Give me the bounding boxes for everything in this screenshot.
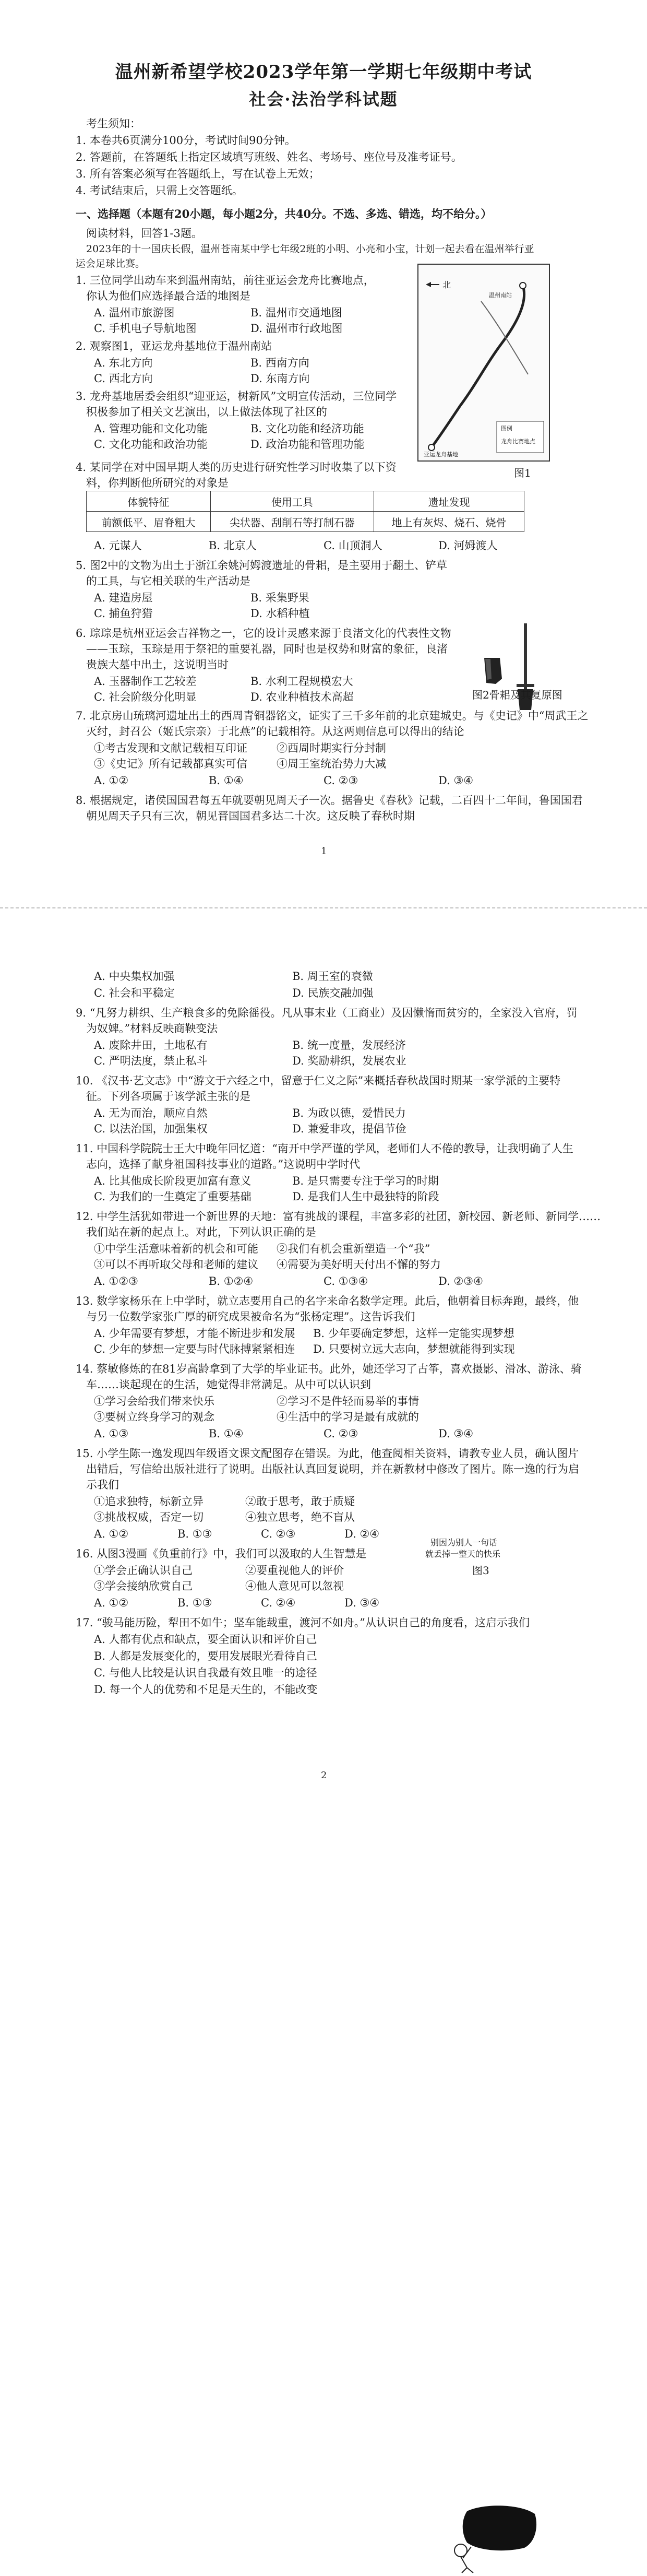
table-cell: 地上有灰烬、烧石、烧骨: [374, 512, 524, 532]
notice-item: 3. 所有答案必须写在答题纸上，写在试卷上无效；: [76, 168, 320, 180]
question-11-stem: 志向，选择了献身祖国科技事业的道路。”这说明中学时代: [86, 1158, 361, 1171]
question-11-option-b: B. 是只需要专注于学习的时期: [292, 1175, 439, 1187]
page-separator: [0, 907, 647, 908]
cartoon-text: 就丢掉一整天的快乐: [425, 1549, 501, 1559]
material-text: 运会足球比赛。: [76, 258, 146, 269]
question-7-option-d: D. ③④: [438, 774, 474, 787]
question-1-option-b: B. 温州市交通地图: [250, 306, 342, 319]
figure-2-caption: 图2骨耜及其复原图: [472, 689, 562, 701]
question-9-option-a: A. 废除井田，土地私有: [94, 1039, 208, 1051]
question-15-stem: 出错后，写信给出版社进行了说明。出版社认真回复说明，并在新教材中修改了图片。陈一逸的行为启: [86, 1463, 579, 1475]
table-header: 体貌特征: [87, 491, 211, 512]
figure-3-cartoon: [446, 2501, 540, 2574]
question-11-option-a: A. 比其他成长阶段更加富有意义: [94, 1175, 251, 1187]
question-17-option-d: D. 每一个人的优势和不足是天生的，不能改变: [94, 1683, 318, 1696]
question-4-table: [86, 491, 524, 532]
question-14-stem: 14. 蔡敏修炼的在81岁高龄拿到了大学的毕业证书。此外，她还学习了古筝，喜欢摄影、滑冰、游泳、骑: [76, 1363, 582, 1375]
question-10-option-c: C. 以法治国，加强集权: [94, 1122, 208, 1135]
question-6-option-b: B. 水利工程规模宏大: [250, 675, 353, 688]
question-16-item: ①学会正确认识自己: [94, 1564, 193, 1577]
question-10-option-a: A. 无为而治，顺应自然: [94, 1107, 208, 1119]
question-7-stem: 7. 北京房山琉璃河遗址出土的西周青铜器铭文，证实了三千多年前的北京建城史。与《史记》中“周武王之: [76, 710, 589, 722]
question-6-stem: 6. 琮琮是杭州亚运会吉祥物之一，它的设计灵感来源于良渚文化的代表性文物: [76, 627, 451, 640]
question-7-option-c: C. ②③: [324, 774, 358, 787]
question-3-option-b: B. 文化功能和经济功能: [250, 422, 364, 435]
question-13-option-a: A. 少年需要有梦想，才能不断进步和发展: [94, 1327, 295, 1340]
question-14-item: ②学习不是件轻而易举的事情: [277, 1395, 419, 1408]
question-15-item: ③挑战权威，否定一切: [94, 1511, 203, 1523]
question-2-option-c: C. 西北方向: [94, 372, 153, 385]
material-text: 2023年的十一国庆长假，温州苍南某中学七年级2班的小明、小亮和小宝，计划一起去看在温州举行亚: [86, 243, 534, 255]
table-cell: 尖状器、刮削石等打制石器: [210, 512, 374, 532]
question-7-item: ①考古发现和文献记载相互印证: [94, 742, 247, 754]
section-heading: 一、选择题（本题有20小题，每小题2分，共40分。不选、多选、错选，均不给分。）: [76, 207, 492, 220]
question-10-stem: 10. 《汉书·艺文志》中“游文于六经之中，留意于仁义之际”来概括春秋战国时期某一家学派的主要特: [76, 1074, 561, 1087]
question-10-option-d: D. 兼爱非攻，提倡节俭: [292, 1122, 406, 1135]
question-8-option-a: A. 中央集权加强: [94, 970, 175, 983]
question-14-stem: 车……谈起现在的生活，她觉得非常满足。从中可以认识到: [86, 1378, 371, 1391]
question-12-stem: 我们站在新的起点上。对此，下列认识正确的是: [86, 1226, 316, 1238]
map-label: 亚运龙舟基地: [424, 451, 458, 458]
reading-instruction: 阅读材料，回答1-3题。: [86, 227, 202, 240]
question-12-option-b: B. ①②④: [209, 1275, 254, 1287]
question-12-option-a: A. ①②③: [94, 1275, 138, 1287]
figure-3-caption: 图3: [472, 1564, 489, 1577]
question-12-item: ②我们有机会重新塑造一个“我”: [277, 1243, 430, 1255]
figure-1-map: [417, 264, 550, 462]
question-17-option-b: B. 人都是发展变化的，要用发展眼光看待自己: [94, 1650, 317, 1662]
question-15-option-a: A. ①②: [94, 1528, 129, 1540]
question-3-option-a: A. 管理功能和文化功能: [94, 422, 208, 435]
question-6-option-c: C. 社会阶级分化明显: [94, 691, 197, 703]
question-8-option-b: B. 周王室的衰微: [292, 970, 373, 983]
question-7-stem: 灭纣，封召公（姬氏宗亲）于北燕”的记载相符。从这两则信息可以得出的结论: [86, 725, 464, 738]
question-1-option-a: A. 温州市旅游图: [94, 306, 175, 319]
question-16-item: ④他人意见可以忽视: [245, 1580, 344, 1592]
notice-item: 4. 考试结束后，只需上交答题纸。: [76, 184, 243, 197]
figure-1-caption: 图1: [514, 467, 531, 479]
question-15-item: ①追求独特，标新立异: [94, 1495, 203, 1508]
exam-page-2: [0, 914, 647, 1833]
question-13-stem: 13. 数学家杨乐在上中学时，就立志要用自己的名字来命名数学定理。此后，他朝着目标奔跑，最终，他: [76, 1295, 579, 1307]
page-number: 2: [321, 1770, 327, 1781]
question-15-stem: 15. 小学生陈一逸发现四年级语文课文配图存在错误。为此，他查阅相关资料，请教专业人员，确认图片: [76, 1447, 579, 1460]
question-17-option-c: C. 与他人比较是认识自我最有效且唯一的途径: [94, 1667, 317, 1679]
question-14-option-d: D. ③④: [438, 1427, 474, 1440]
question-7-item: ②西周时期实行分封制: [277, 742, 386, 754]
question-5-option-d: D. 水稻种植: [250, 607, 310, 620]
question-9-stem: 9. “凡努力耕织、生产粮食多的免除徭役。凡从事末业（工商业）及因懒惰而贫穷的，全家没入官府，罚: [76, 1007, 578, 1019]
question-6-stem: 贵族大墓中出土，这说明当时: [86, 658, 229, 671]
question-12-stem: 12. 中学生活犹如带进一个新世界的天地：富有挑战的课程，丰富多彩的社团，新校园、新老师、新同学……: [76, 1210, 601, 1223]
question-11-option-d: D. 是我们人生中最独特的阶段: [292, 1190, 439, 1203]
question-5-option-b: B. 采集野果: [250, 592, 309, 604]
page-number: 1: [321, 846, 327, 857]
question-6-option-d: D. 农业种植技术高超: [250, 691, 354, 703]
question-6-stem: ——玉琮，玉琮是用于祭祀的重要礼器，同时也是权势和财富的象征，良渚: [86, 643, 448, 655]
question-16-option-b: B. ①③: [177, 1597, 212, 1609]
question-4-option-a: A. 元谋人: [94, 539, 142, 552]
question-1-option-c: C. 手机电子导航地图: [94, 322, 197, 335]
question-16-option-a: A. ①②: [94, 1597, 129, 1609]
question-14-option-b: B. ①④: [209, 1427, 244, 1440]
question-1-stem: 你认为他们应选择最合适的地图是: [86, 290, 250, 302]
question-10-option-b: B. 为政以德，爱惜民力: [292, 1107, 406, 1119]
question-9-option-d: D. 奖励耕织，发展农业: [292, 1055, 406, 1067]
question-11-option-c: C. 为我们的一生奠定了重要基础: [94, 1190, 251, 1203]
question-3-option-d: D. 政治功能和管理功能: [250, 438, 365, 451]
question-3-stem: 3. 龙舟基地居委会组织“迎亚运，树新风”文明宣传活动，三位同学: [76, 390, 397, 403]
north-arrow-label: 北: [442, 280, 451, 290]
question-7-item: ④周王室统治势力大减: [277, 758, 386, 770]
question-14-item: ④生活中的学习是最有成就的: [277, 1411, 419, 1423]
question-15-stem: 示我们: [86, 1479, 119, 1491]
question-5-option-c: C. 捕鱼狩猎: [94, 607, 153, 620]
route-map-drawing: [418, 265, 549, 460]
question-6-option-a: A. 玉器制作工艺较差: [94, 675, 197, 688]
question-5-stem: 5. 图2中的文物为出土于浙江余姚河姆渡遗址的骨耜，是主要用于翻土、铲草: [76, 559, 448, 572]
question-9-option-c: C. 严明法度，禁止私斗: [94, 1055, 208, 1067]
question-14-option-c: C. ②③: [324, 1427, 358, 1440]
question-10-stem: 征。下列各项属于该学派主张的是: [86, 1090, 250, 1103]
question-8-option-c: C. 社会和平稳定: [94, 987, 175, 999]
question-1-option-d: D. 温州市行政地图: [250, 322, 343, 335]
question-8-stem: 8. 根据规定，诸侯国国君每五年就要朝见周天子一次。据鲁史《春秋》记载，二百四十二年间，鲁国国君: [76, 794, 583, 807]
question-7-item: ③《史记》所有记载都真实可信: [94, 758, 247, 770]
question-12-item: ①中学生活意味着新的机会和可能: [94, 1243, 258, 1255]
question-7-option-b: B. ①④: [209, 774, 244, 787]
question-4-stem: 4. 某同学在对中国早期人类的历史进行研究性学习时收集了以下资: [76, 461, 397, 474]
map-legend-title: 图例: [501, 425, 512, 432]
question-16-item: ③学会接纳欣赏自己: [94, 1580, 193, 1592]
question-17-stem: 17. “骏马能历险，犁田不如牛；坚车能载重，渡河不如舟。”从认识自己的角度看，这启示我们: [76, 1616, 530, 1629]
question-7-option-a: A. ①②: [94, 774, 129, 787]
exam-title: 温州新希望学校2023学年第一学期七年级期中考试: [115, 62, 532, 82]
question-1-stem: 1. 三位同学出动车来到温州南站，前往亚运会龙舟比赛地点，: [76, 274, 375, 287]
question-16-option-d: D. ③④: [344, 1597, 380, 1609]
question-8-option-d: D. 民族交融加强: [292, 987, 374, 999]
map-label: 温州南站: [489, 292, 512, 299]
question-17-option-a: A. 人都有优点和缺点，要全面认识和评价自己: [94, 1633, 317, 1646]
question-13-stem: 与另一位数学家张广厚的研究成果被命名为“张杨定理”。这告诉我们: [86, 1310, 415, 1323]
question-8-stem: 朝见周天子只有三次，朝见晋国国君多达二十次。这反映了春秋时期: [86, 810, 415, 822]
question-13-option-c: C. 少年的梦想一定要与时代脉搏紧紧相连: [94, 1343, 295, 1355]
question-3-stem: 积极参加了相关文艺演出，以上做法体现了社区的: [86, 406, 327, 418]
question-13-option-d: D. 只要树立远大志向，梦想就能得到实现: [313, 1343, 515, 1355]
exam-page-1: [0, 0, 647, 903]
notice-item: 2. 答题前，在答题纸上指定区域填写班级、姓名、考场号、座位号及准考证号。: [76, 151, 462, 163]
question-15-option-b: B. ①③: [177, 1528, 212, 1540]
question-11-stem: 11. 中国科学院院士王大中晚年回忆道：“南开中学严谨的学风，老师们人不倦的教导，让我明确了人生: [76, 1142, 573, 1155]
station-marker-icon: [520, 282, 526, 289]
map-legend-item: 龙舟比赛地点: [501, 438, 535, 445]
question-12-item: ④需要为美好明天付出不懈的努力: [277, 1258, 441, 1271]
table-cell: 前额低平、眉脊粗大: [87, 512, 211, 532]
question-16-item: ②要重视他人的评价: [245, 1564, 344, 1577]
question-5-stem: 的工具，与它相关联的生产活动是: [86, 575, 250, 587]
question-15-item: ②敢于思考，敢于质疑: [245, 1495, 355, 1508]
table-header: 使用工具: [210, 491, 374, 512]
question-15-option-c: C. ②③: [261, 1528, 296, 1540]
question-4-stem: 料，你判断他所研究的对象是: [86, 477, 229, 489]
question-2-option-d: D. 东南方向: [250, 372, 310, 385]
question-2-option-b: B. 西南方向: [250, 357, 309, 369]
question-3-option-c: C. 文化功能和政治功能: [94, 438, 208, 451]
notice-item: 1. 本卷共6页满分100分，考试时间90分钟。: [76, 134, 296, 147]
question-12-option-d: D. ②③④: [438, 1275, 483, 1287]
question-5-option-a: A. 建造房屋: [94, 592, 153, 604]
question-16-option-c: C. ②④: [261, 1597, 296, 1609]
question-2-option-a: A. 东北方向: [94, 357, 153, 369]
question-12-option-c: C. ①③④: [324, 1275, 368, 1287]
notice-heading: 考生须知：: [86, 117, 141, 130]
question-14-item: ①学习会给我们带来快乐: [94, 1395, 214, 1408]
cartoon-drawing: [446, 2501, 540, 2574]
question-4-option-c: C. 山顶洞人: [324, 539, 382, 552]
question-14-item: ③要树立终身学习的观念: [94, 1411, 214, 1423]
question-4-option-d: D. 河姆渡人: [438, 539, 498, 552]
question-14-option-a: A. ①③: [94, 1427, 129, 1440]
exam-subtitle: 社会·法治学科试题: [249, 89, 398, 109]
question-15-option-d: D. ②④: [344, 1528, 380, 1540]
table-header: 遗址发现: [374, 491, 524, 512]
question-4-option-b: B. 北京人: [209, 539, 257, 552]
question-12-item: ③可以不再听取父母和老师的建议: [94, 1258, 258, 1271]
question-13-option-b: B. 少年要确定梦想，这样一定能实现梦想: [313, 1327, 514, 1340]
question-9-option-b: B. 统一度量，发展经济: [292, 1039, 406, 1051]
question-16-stem: 16. 从图3漫画《负重前行》中，我们可以汲取的人生智慧是: [76, 1547, 367, 1560]
cartoon-text: 别因为别人一句话: [430, 1538, 498, 1547]
question-2-stem: 2. 观察图1，亚运龙舟基地位于温州南站: [76, 340, 272, 352]
question-15-item: ④独立思考，绝不盲从: [245, 1511, 355, 1523]
question-9-stem: 为奴婢。”材料反映商鞅变法: [86, 1022, 218, 1035]
